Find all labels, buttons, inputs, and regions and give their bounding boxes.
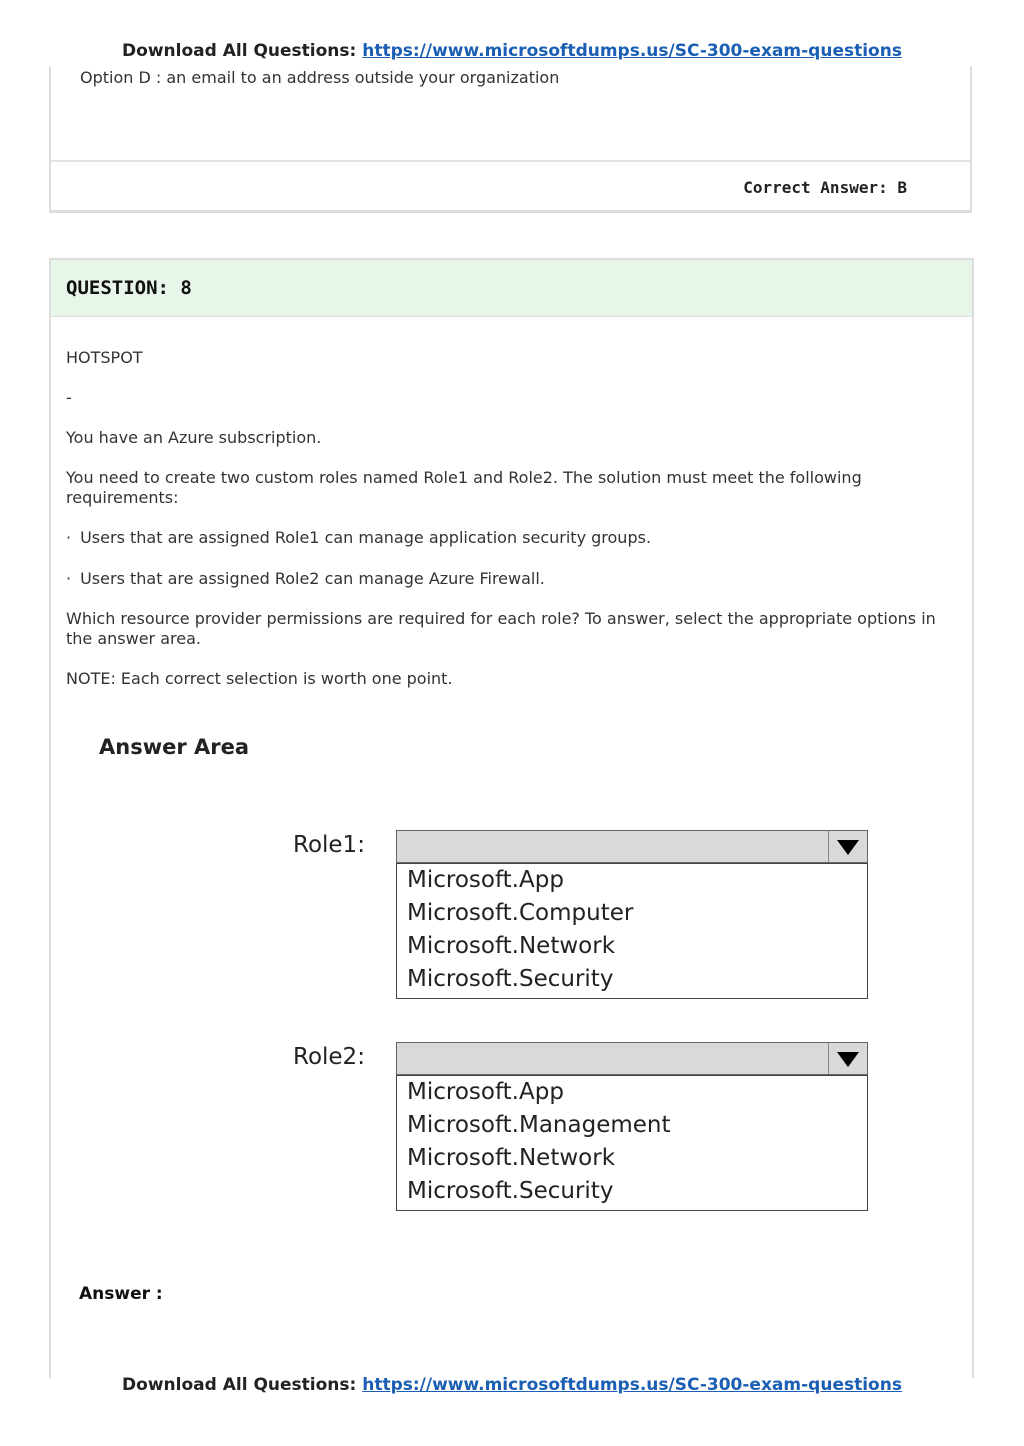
role1-option[interactable]: Microsoft.Security xyxy=(407,966,614,992)
card-divider xyxy=(51,160,970,162)
role2-option-list xyxy=(396,1075,868,1211)
question-dash: - xyxy=(66,388,72,407)
chevron-down-icon[interactable] xyxy=(828,1043,867,1074)
question-paragraph: Which resource provider permissions are required for each role? To answer, select the appropriate options in the answer area. xyxy=(66,609,936,648)
question-card xyxy=(49,258,974,1378)
question-note: NOTE: Each correct selection is worth one point. xyxy=(66,669,453,688)
requirement-bullet: · Users that are assigned Role1 can manage application security groups. xyxy=(66,528,651,548)
question-paragraph: You need to create two custom roles named Role1 and Role2. The solution must meet the following requirements: xyxy=(66,468,862,507)
question-type: HOTSPOT xyxy=(66,348,143,367)
role1-option[interactable]: Microsoft.Computer xyxy=(407,900,634,926)
chevron-down-icon[interactable] xyxy=(828,831,867,862)
answer-area-title: Answer Area xyxy=(99,735,250,759)
question-title: QUESTION: 8 xyxy=(66,277,192,299)
question-header xyxy=(51,260,972,317)
requirement-bullet: · Users that are assigned Role2 can manage Azure Firewall. xyxy=(66,569,545,589)
role1-option[interactable]: Microsoft.App xyxy=(407,867,564,893)
role2-label: Role2: xyxy=(293,1044,365,1070)
answer-label: Answer : xyxy=(79,1284,163,1304)
download-banner-bottom xyxy=(0,1375,1024,1395)
download-link[interactable]: https://www.microsoftdumps.us/SC-300-exam-questions xyxy=(362,41,902,61)
download-banner-top xyxy=(0,41,1024,61)
role2-option[interactable]: Microsoft.Network xyxy=(407,1145,616,1171)
download-label: Download All Questions: xyxy=(122,1375,357,1395)
role1-option[interactable]: Microsoft.Network xyxy=(407,933,616,959)
previous-question-card xyxy=(49,66,972,213)
download-link[interactable]: https://www.microsoftdumps.us/SC-300-exam-questions xyxy=(362,1375,902,1395)
role2-dropdown[interactable] xyxy=(396,1042,868,1075)
role1-label: Role1: xyxy=(293,832,365,858)
correct-answer: Correct Answer: B xyxy=(743,178,907,197)
option-d-text: Option D : an email to an address outside your organization xyxy=(80,68,560,87)
role1-option-list xyxy=(396,863,868,999)
download-label: Download All Questions: xyxy=(122,41,357,61)
role2-option[interactable]: Microsoft.Management xyxy=(407,1112,671,1138)
role1-dropdown[interactable] xyxy=(396,830,868,863)
role2-option[interactable]: Microsoft.App xyxy=(407,1079,564,1105)
role2-option[interactable]: Microsoft.Security xyxy=(407,1178,614,1204)
question-paragraph: You have an Azure subscription. xyxy=(66,428,322,447)
